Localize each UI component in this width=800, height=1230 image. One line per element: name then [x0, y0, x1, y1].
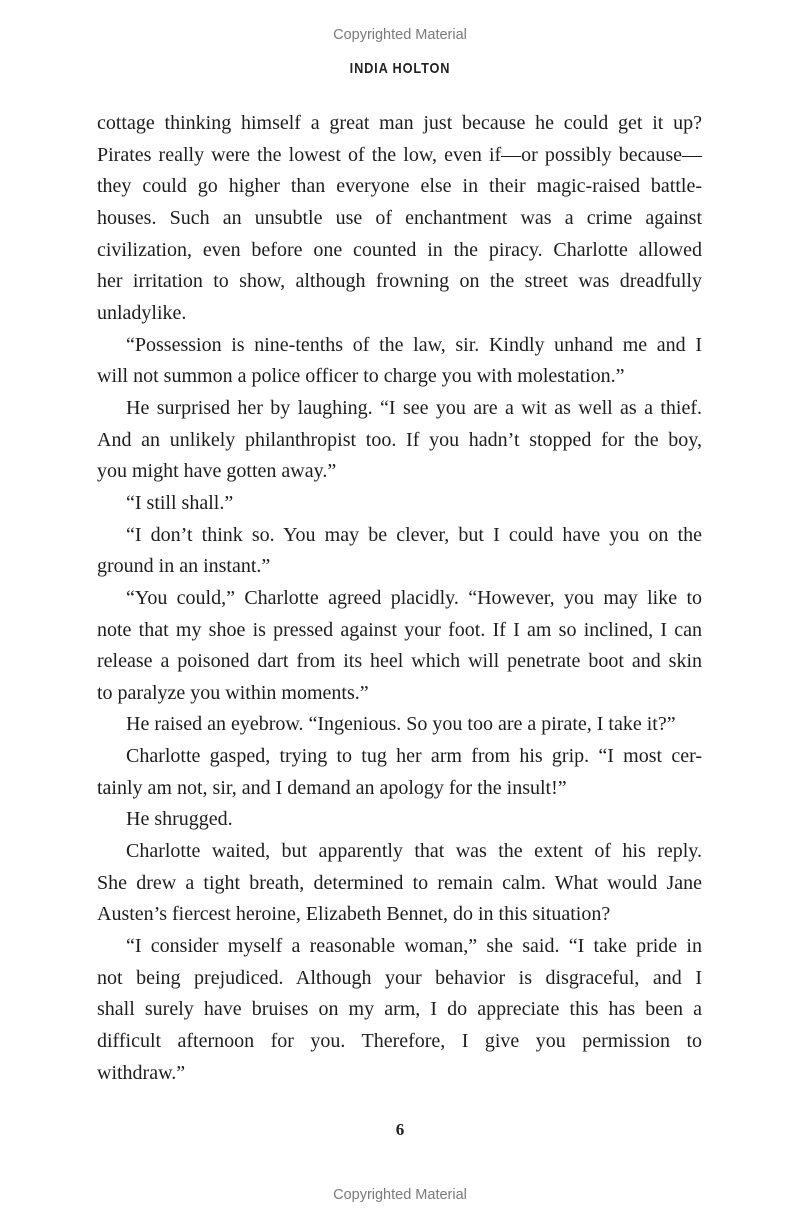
text-line: “I consider myself a reasonable woman,” she said. “I take pride in: [126, 935, 702, 958]
text-line: He surprised her by laughing. “I see you are a wit as well as a thief.: [126, 396, 702, 419]
paragraph: [97, 108, 702, 330]
paragraph: [97, 709, 702, 741]
text-line: her irritation to show, although frowning on the street was dreadfully: [97, 270, 702, 293]
text-line: tainly am not, sir, and I demand an apology for the insult!”: [97, 776, 567, 799]
paragraph: [97, 741, 702, 804]
text-line: difficult afternoon for you. Therefore, I give you permission to: [97, 1030, 702, 1053]
page-number: 6: [395, 1120, 405, 1139]
paragraph: [97, 931, 702, 1089]
text-line: He raised an eyebrow. “Ingenious. So you too are a pirate, I take it?”: [126, 713, 676, 736]
text-line: Charlotte gasped, trying to tug her arm from his grip. “I most cer-: [126, 745, 702, 768]
text-line: ground in an instant.”: [97, 555, 271, 578]
body-text: [97, 108, 702, 1089]
text-line: note that my shoe is pressed against your foot. If I am so inclined, I can: [97, 618, 702, 641]
paragraph: [97, 836, 702, 931]
text-line: withdraw.”: [97, 1061, 186, 1084]
text-line: unladylike.: [97, 301, 187, 324]
text-line: Charlotte waited, but apparently that was the extent of his reply.: [126, 840, 702, 863]
text-line: houses. Such an unsubtle use of enchantment was a crime against: [97, 206, 702, 229]
paragraph: [97, 804, 702, 836]
paragraph: [97, 488, 702, 520]
text-line: release a poisoned dart from its heel which will penetrate boot and skin: [97, 650, 702, 673]
text-line: will not summon a police officer to charge you with molestation.”: [97, 365, 625, 388]
text-line: civilization, even before one counted in the piracy. Charlotte allowed: [97, 238, 702, 261]
text-line: “I don’t think so. You may be clever, but I could have you on the: [126, 523, 702, 546]
text-line: Austen’s fiercest heroine, Elizabeth Bennet, do in this situation?: [97, 903, 611, 926]
text-line: “Possession is nine-tenths of the law, sir. Kindly unhand me and I: [126, 333, 702, 356]
text-line: not being prejudiced. Although your behavior is disgraceful, and I: [97, 966, 702, 989]
watermark-bottom: Copyrighted Material: [333, 1187, 467, 1203]
watermark-top: Copyrighted Material: [333, 27, 467, 43]
text-line: He shrugged.: [126, 808, 233, 831]
paragraph: [97, 393, 702, 488]
running-head: INDIA HOLTON: [349, 60, 451, 77]
paragraph: [97, 520, 702, 583]
paragraph: [97, 330, 702, 393]
text-line: Pirates really were the lowest of the low, even if—or possibly because—: [97, 143, 702, 166]
text-line: “I still shall.”: [126, 491, 234, 514]
text-line: you might have gotten away.”: [97, 460, 337, 483]
text-line: to paralyze you within moments.”: [97, 681, 369, 704]
text-line: shall surely have bruises on my arm, I do appreciate this has been a: [97, 998, 702, 1021]
paragraph: [97, 583, 702, 710]
text-line: they could go higher than everyone else in their magic-raised battle-: [97, 175, 702, 198]
text-line: And an unlikely philanthropist too. If you hadn’t stopped for the boy,: [97, 428, 702, 451]
text-line: “You could,” Charlotte agreed placidly. “However, you may like to: [126, 586, 702, 609]
text-line: cottage thinking himself a great man just because he could get it up?: [97, 112, 702, 134]
text-line: She drew a tight breath, determined to remain calm. What would Jane: [97, 871, 702, 894]
